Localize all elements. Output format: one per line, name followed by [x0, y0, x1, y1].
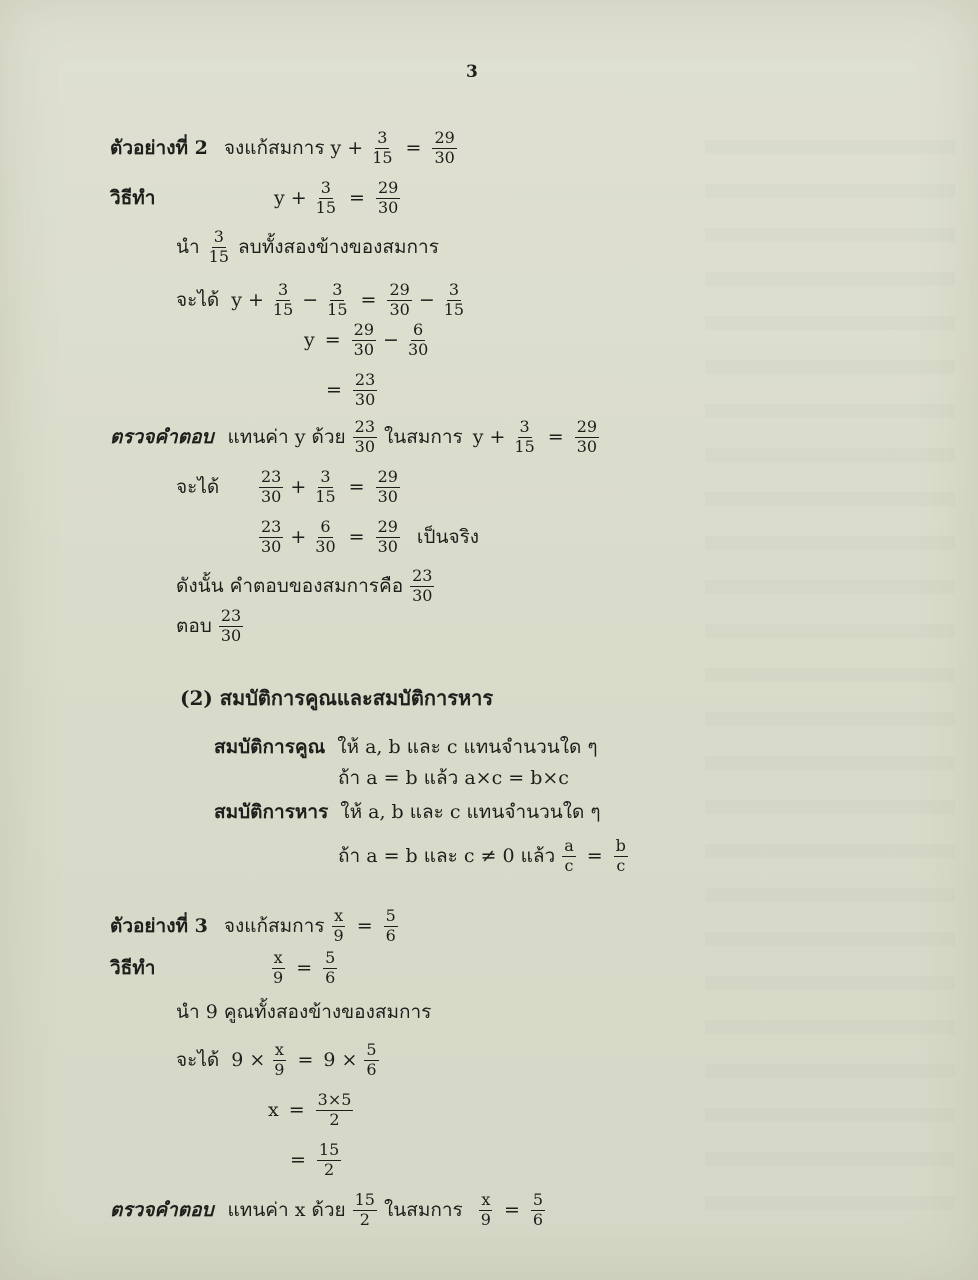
- fraction: $\frac{23}{30}$: [354, 417, 375, 456]
- check-line: ตรวจคำตอบ แทนค่า y ด้วย $\frac{23}{30}$ ในสมการ y + $\frac{3}{15}$ = $\frac{29}{30}$: [110, 417, 598, 456]
- fraction: $\frac{a}{c}$: [564, 836, 574, 875]
- fraction: $\frac{29}{30}$: [377, 517, 398, 556]
- fraction: $\frac{5}{6}$: [325, 948, 336, 987]
- check-line-3: ตรวจคำตอบ แทนค่า x ด้วย $\frac{15}{2}$ ในสมการ $\frac{x}{9}$ = $\frac{5}{6}$: [110, 1190, 544, 1229]
- page-number: 3: [466, 62, 478, 82]
- section-heading: (2) สมบัติการคูณและสมบัติการหาร: [180, 686, 494, 710]
- fraction: $\frac{5}{6}$: [532, 1190, 544, 1229]
- fraction: $\frac{x}{9}$: [480, 1190, 491, 1229]
- fraction: $\frac{29}{30}$: [434, 128, 455, 167]
- fraction: $\frac{3}{15}$: [514, 417, 535, 456]
- fraction: $\frac{23}{30}$: [412, 566, 433, 605]
- fraction: $\frac{23}{30}$: [220, 606, 242, 645]
- method-line-3: วิธีทำ $\frac{x}{9}$ = $\frac{5}{6}$: [110, 948, 336, 987]
- fraction: $\frac{6}{30}$: [315, 517, 336, 556]
- fraction: $\frac{3}{15}$: [443, 280, 465, 319]
- fraction: $\frac{29}{30}$: [389, 280, 410, 319]
- fraction: $\frac{3}{15}$: [372, 128, 393, 167]
- fraction: $\frac{3}{15}$: [315, 178, 337, 217]
- step-subtract: นำ $\frac{3}{15}$ ลบทั้งสองข้างของสมการ: [176, 227, 439, 266]
- fraction: $\frac{3}{15}$: [272, 280, 294, 319]
- fraction: $\frac{29}{30}$: [377, 178, 399, 217]
- step-x: x = $\frac{3\times 5}{2}$: [268, 1090, 352, 1129]
- step-get: จะได้ y + $\frac{3}{15}$ − $\frac{3}{15}$ = $\frac{29}{30}$ − $\frac{3}{15}$: [176, 280, 465, 319]
- fraction: $\frac{23}{30}$: [261, 517, 282, 556]
- answer: ตอบ $\frac{23}{30}$: [176, 606, 242, 645]
- division-rule: ถ้า a = b และ c ≠ 0 แล้ว $\frac{a}{c}$ = $\frac{b}{c}$: [338, 836, 626, 875]
- fraction: $\frac{x}{9}$: [274, 1040, 285, 1079]
- fraction: $\frac{3}{15}$: [208, 227, 230, 266]
- method-line: วิธีทำ y + $\frac{3}{15}$ = $\frac{29}{30}$: [110, 178, 399, 217]
- example-2-heading: ตัวอย่างที่ 2 จงแก้สมการ y + $\frac{3}{15}$ = $\frac{29}{30}$: [110, 128, 455, 167]
- fraction: $\frac{5}{6}$: [366, 1040, 377, 1079]
- fraction: $\frac{23}{30}$: [354, 370, 376, 409]
- show-through-text: [705, 110, 955, 1210]
- fraction: $\frac{x}{9}$: [273, 948, 284, 987]
- fraction: $\frac{3\times 5}{2}$: [317, 1090, 352, 1129]
- step-x-result: = $\frac{15}{2}$: [290, 1140, 340, 1179]
- example-3-heading: ตัวอย่างที่ 3 จงแก้สมการ $\frac{x}{9}$ = $\frac{5}{6}$: [110, 906, 396, 945]
- step-get-3: จะได้ 9 × $\frac{x}{9}$ = 9 × $\frac{5}{6}$: [176, 1040, 377, 1079]
- check-step-2: $\frac{23}{30}$ + $\frac{6}{30}$ = $\frac{29}{30}$ เป็นจริง: [261, 517, 480, 556]
- fraction: $\frac{29}{30}$: [353, 320, 375, 359]
- fraction: $\frac{5}{6}$: [385, 906, 396, 945]
- fraction: $\frac{29}{30}$: [576, 417, 598, 456]
- fraction: $\frac{x}{9}$: [333, 906, 344, 945]
- step-y: y = $\frac{29}{30}$ − $\frac{6}{30}$: [304, 320, 429, 359]
- fraction: $\frac{15}{2}$: [354, 1190, 375, 1229]
- conclusion: ดังนั้น คำตอบของสมการคือ $\frac{23}{30}$: [176, 566, 433, 605]
- fraction: $\frac{b}{c}$: [615, 836, 626, 875]
- fraction: $\frac{3}{15}$: [327, 280, 348, 319]
- fraction: $\frac{3}{15}$: [315, 467, 336, 506]
- step-result: = $\frac{23}{30}$: [326, 370, 376, 409]
- fraction: $\frac{6}{30}$: [407, 320, 429, 359]
- multiplication-property: สมบัติการคูณ ให้ a, b และ c แทนจำนวนใด ๆ: [214, 736, 598, 758]
- division-property: สมบัติการหาร ให้ a, b และ c แทนจำนวนใด ๆ: [214, 801, 601, 823]
- check-step-1: จะได้ $\frac{23}{30}$ + $\frac{3}{15}$ = $\frac{29}{30}$: [176, 467, 398, 506]
- fraction: $\frac{23}{30}$: [261, 467, 282, 506]
- multiplication-rule: ถ้า a = b แล้ว a×c = b×c: [338, 767, 569, 789]
- fraction: $\frac{29}{30}$: [377, 467, 398, 506]
- step-multiply: นำ 9 คูณทั้งสองข้างของสมการ: [176, 1001, 432, 1023]
- fraction: $\frac{15}{2}$: [318, 1140, 340, 1179]
